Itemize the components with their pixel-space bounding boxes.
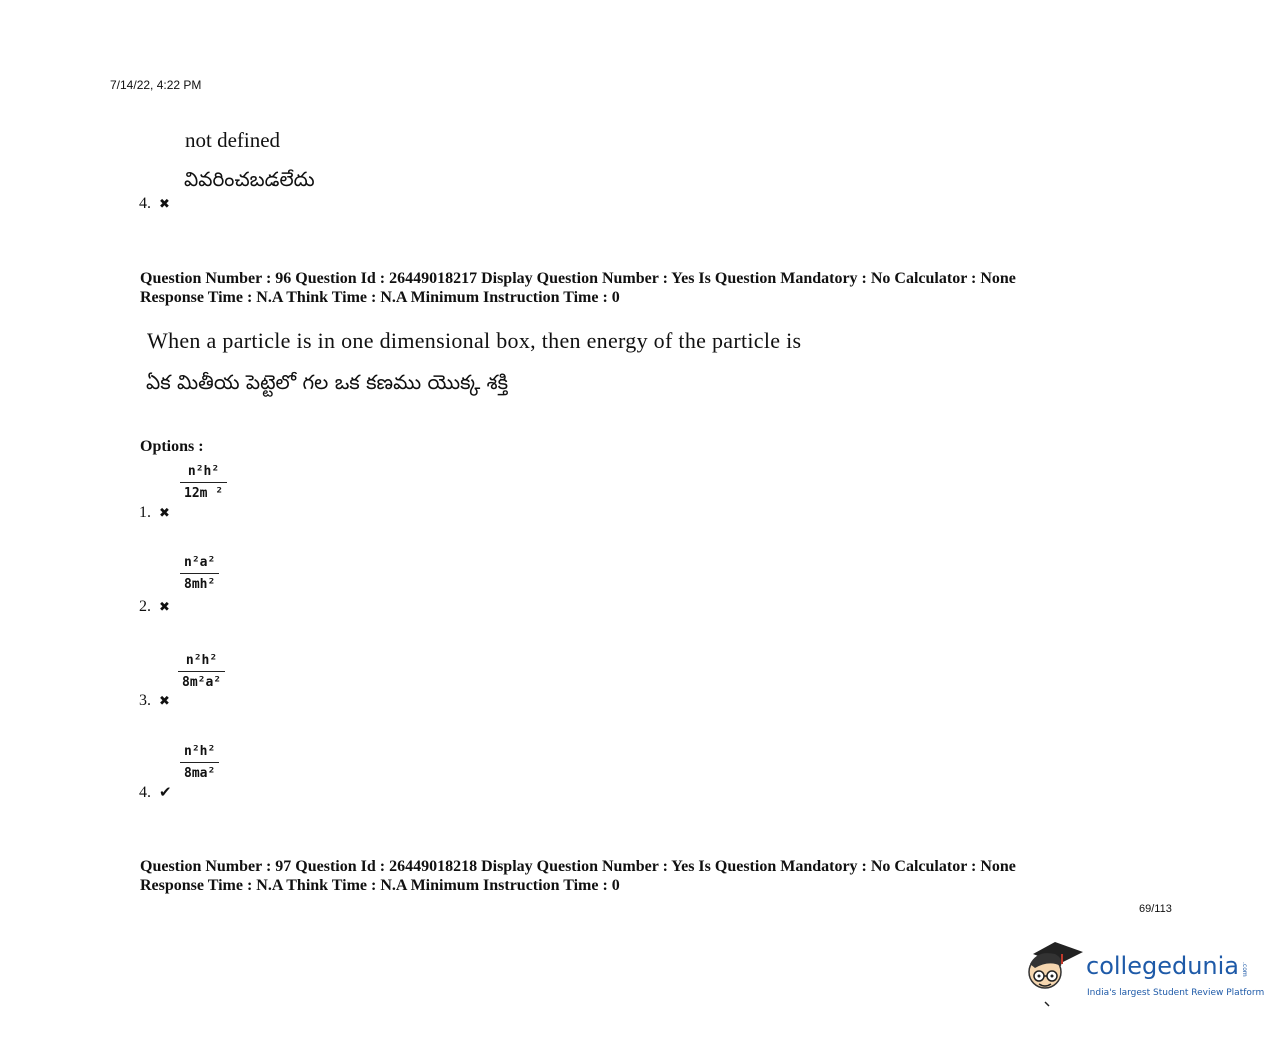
logo-suffix: .com <box>1241 962 1248 977</box>
option-4-formula <box>180 742 219 781</box>
fraction <box>180 464 227 501</box>
fraction <box>180 555 219 592</box>
question-meta-line: Response Time : N.A Think Time : N.A Minimum Instruction Time : 0 <box>140 877 620 894</box>
option-3-row <box>139 692 170 710</box>
fraction <box>178 653 225 690</box>
option-number: 4. <box>139 784 151 801</box>
option-number: 3. <box>139 692 151 709</box>
question-text-en: When a particle is in one dimensional box, then energy of the particle is <box>147 328 802 353</box>
denominator: 12m ² <box>184 486 224 501</box>
question-text-te: ఏక మితీయ పెట్టెలో గల ఒక కణము యొక్క శక్తి <box>146 370 509 394</box>
denominator: 8m²a² <box>182 675 222 690</box>
cross-mark-icon: ✖ <box>159 600 170 615</box>
option-4-row <box>139 783 172 802</box>
previous-option-text-te: వివరించబడలేదు <box>184 167 315 191</box>
option-1-formula <box>180 462 227 501</box>
option-3-formula <box>178 651 225 690</box>
numerator: n²h² <box>184 744 216 759</box>
logo-tagline: India's largest Student Review Platform <box>1087 988 1265 998</box>
option-number: 1. <box>139 504 151 521</box>
page-number: 69/113 <box>1139 903 1172 915</box>
check-mark-icon: ✔ <box>159 783 172 801</box>
question-meta-line: Question Number : 97 Question Id : 26449018218 Display Question Number : Yes Is Question Mandatory : No Calculator : None <box>140 858 1016 875</box>
question-meta-line: Question Number : 96 Question Id : 26449018217 Display Question Number : Yes Is Question Mandatory : No Calculator : None <box>140 270 1016 287</box>
previous-option-text-en: not defined <box>185 128 281 152</box>
question-97-meta <box>140 857 1016 895</box>
numerator: n²h² <box>185 653 218 668</box>
previous-option-row <box>139 195 170 213</box>
print-timestamp: 7/14/22, 4:22 PM <box>110 78 202 92</box>
question-96-meta <box>140 269 1016 307</box>
numerator: n²a² <box>184 555 216 570</box>
cross-mark-icon: ✖ <box>159 694 170 709</box>
option-2-formula <box>180 553 219 592</box>
cross-mark-icon: ✖ <box>159 506 170 521</box>
option-number: 4. <box>139 195 151 212</box>
option-2-row <box>139 598 170 616</box>
numerator: n²h² <box>187 464 220 479</box>
logo-wordmark: collegedunia <box>1086 952 1240 980</box>
fraction <box>180 744 219 781</box>
option-number: 2. <box>139 598 151 615</box>
question-meta-line: Response Time : N.A Think Time : N.A Minimum Instruction Time : 0 <box>140 289 620 306</box>
denominator: 8ma² <box>184 766 216 781</box>
option-1-row <box>139 504 170 522</box>
cross-mark-icon: ✖ <box>159 197 170 212</box>
options-label: Options : <box>140 438 204 455</box>
denominator: 8mh² <box>184 577 216 592</box>
